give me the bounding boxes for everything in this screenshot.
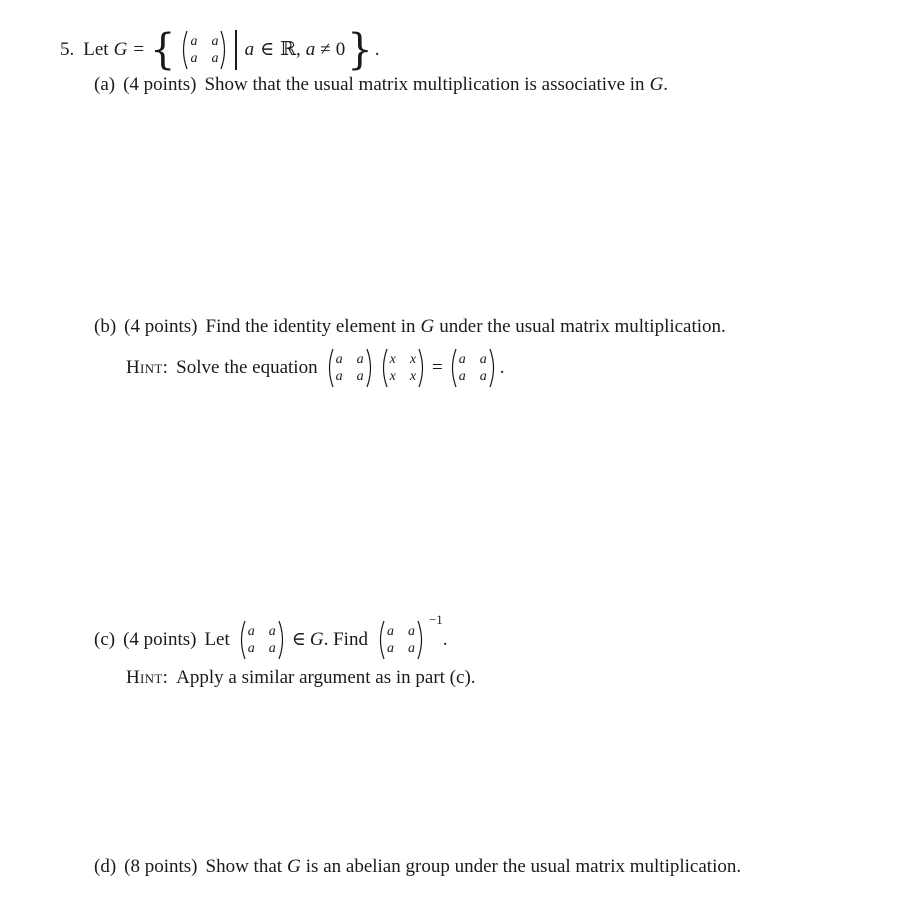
- set-symbol-g: G: [420, 316, 435, 337]
- right-brace: }: [347, 25, 373, 75]
- right-paren-icon: [489, 348, 497, 388]
- matrix-a-inverse: [377, 620, 425, 660]
- matrix-entry: a: [479, 352, 487, 367]
- right-paren-icon: [220, 30, 228, 70]
- part-d-label: (d): [94, 856, 117, 877]
- part-a-text: Show that the usual matrix multiplication is associative in: [204, 74, 645, 95]
- part-d-text: Show that: [205, 856, 283, 877]
- hint-text: Solve the equation: [176, 357, 318, 378]
- matrix-entry: a: [211, 51, 219, 66]
- right-paren-icon: [278, 620, 286, 660]
- left-paren-icon: [180, 30, 188, 70]
- part-c-points: (4 points): [123, 629, 197, 650]
- matrix-entry: a: [458, 352, 466, 367]
- matrix-entry: a: [247, 641, 255, 656]
- matrix-entry: x: [409, 352, 417, 367]
- condition-variable: a: [244, 39, 255, 60]
- period: .: [663, 74, 669, 95]
- comma: ,: [296, 39, 301, 60]
- part-a: [94, 73, 668, 97]
- hint-text: Apply a similar argument as in part (c).: [176, 667, 476, 688]
- part-b-text: Find the identity element in: [205, 316, 416, 337]
- element-of-symbol: ∈: [291, 629, 306, 650]
- hint-label: Hint:: [126, 357, 169, 378]
- matrix-entry: a: [247, 624, 255, 639]
- matrix-entry: a: [386, 641, 394, 656]
- left-brace: {: [150, 25, 176, 75]
- condition-variable: a: [305, 39, 316, 60]
- period: .: [374, 39, 380, 60]
- left-paren-icon: [380, 348, 388, 388]
- part-b-hint: [126, 348, 505, 388]
- element-of-symbol: ∈: [260, 39, 275, 60]
- part-b-label: (b): [94, 316, 117, 337]
- left-paren-icon: [449, 348, 457, 388]
- set-symbol-g: G: [309, 629, 324, 650]
- part-c-label: (c): [94, 629, 116, 650]
- matrix-entry: a: [268, 641, 276, 656]
- right-paren-icon: [366, 348, 374, 388]
- matrix-x: [380, 348, 426, 388]
- part-b: [94, 315, 726, 339]
- set-symbol-g: G: [113, 39, 128, 60]
- left-paren-icon: [377, 620, 385, 660]
- part-c-hint: [126, 666, 476, 690]
- set-matrix: [180, 30, 228, 70]
- zero: 0: [335, 39, 346, 60]
- equals-sign: =: [133, 39, 145, 60]
- part-d-text-end: is an abelian group under the usual matrix multiplication.: [305, 856, 742, 877]
- matrix-entry: a: [335, 369, 343, 384]
- matrix-entry: a: [356, 369, 364, 384]
- inverse-exponent: −1: [428, 612, 443, 627]
- let-word: Let: [83, 39, 109, 60]
- question-5-statement: [60, 25, 380, 75]
- matrix-entry: a: [190, 34, 198, 49]
- set-symbol-g: G: [287, 856, 301, 877]
- matrix-entry: x: [389, 369, 396, 384]
- find-text: . Find: [323, 629, 368, 650]
- matrix-entries: [188, 33, 220, 67]
- right-paren-icon: [417, 620, 425, 660]
- matrix-entry: a: [407, 641, 415, 656]
- matrix-entry: a: [211, 34, 219, 49]
- matrix-entry: a: [268, 624, 276, 639]
- question-number: 5.: [60, 39, 75, 60]
- left-paren-icon: [326, 348, 334, 388]
- reals-symbol: ℝ: [280, 39, 297, 60]
- matrix-entry: a: [386, 624, 394, 639]
- period: .: [442, 629, 448, 650]
- matrix-a: [238, 620, 286, 660]
- matrix-a: [326, 348, 374, 388]
- hint-label: Hint:: [126, 667, 169, 688]
- left-paren-icon: [238, 620, 246, 660]
- matrix-entry: a: [356, 352, 364, 367]
- matrix-entry: a: [407, 624, 415, 639]
- matrix-entry: a: [190, 51, 198, 66]
- part-a-points: (4 points): [123, 74, 197, 95]
- period: .: [499, 357, 505, 378]
- matrix-a-result: [449, 348, 497, 388]
- right-paren-icon: [418, 348, 426, 388]
- equals-sign: =: [432, 357, 443, 378]
- part-c: [94, 612, 448, 660]
- such-that-bar: [235, 30, 236, 70]
- part-a-label: (a): [94, 74, 116, 95]
- part-d: [94, 855, 741, 879]
- part-b-text-end: under the usual matrix multiplication.: [439, 316, 726, 337]
- part-b-points: (4 points): [124, 316, 198, 337]
- matrix-entry: x: [409, 369, 417, 384]
- matrix-entry: a: [479, 369, 487, 384]
- let-word: Let: [204, 629, 230, 650]
- part-d-points: (8 points): [124, 856, 198, 877]
- matrix-entry: x: [389, 352, 396, 367]
- not-equal-symbol: ≠: [320, 39, 331, 60]
- matrix-entry: a: [335, 352, 343, 367]
- set-symbol-g: G: [649, 74, 664, 95]
- matrix-entry: a: [458, 369, 466, 384]
